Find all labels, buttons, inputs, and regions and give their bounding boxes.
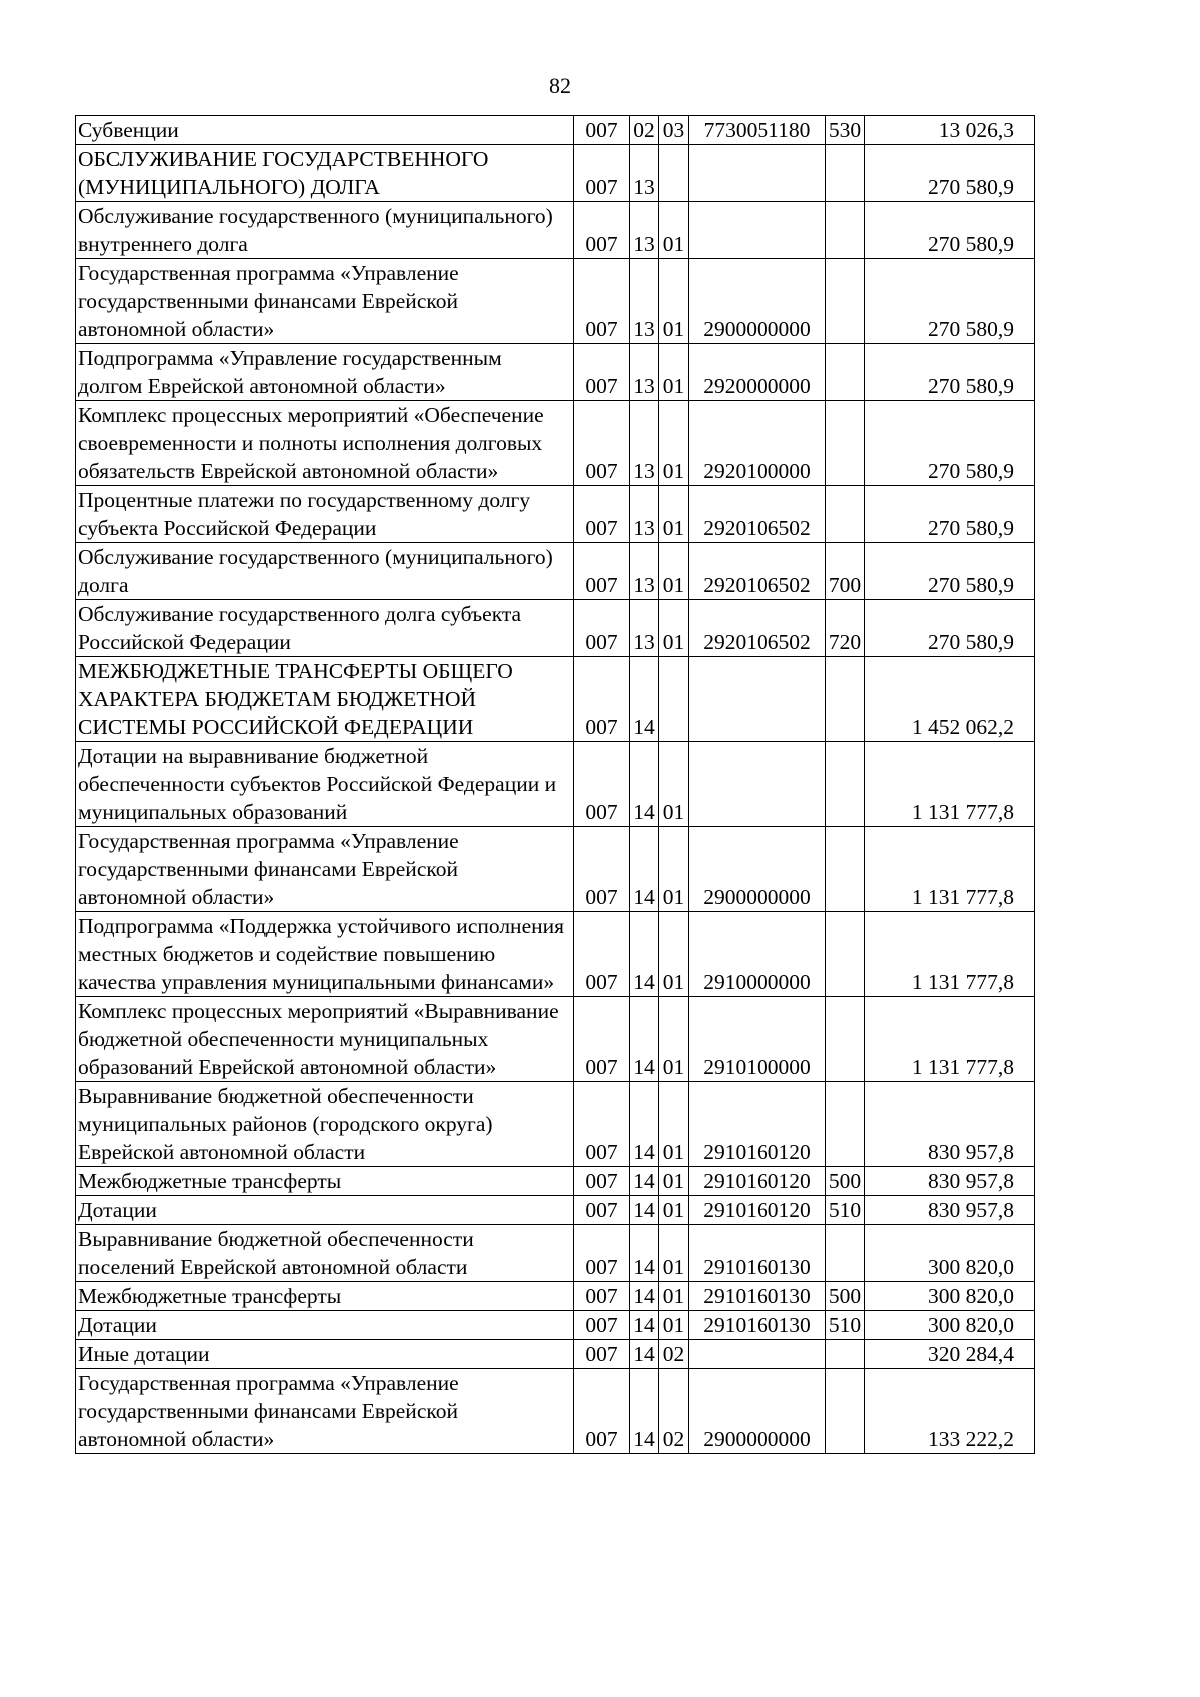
target-article-code: 2900000000 — [689, 827, 826, 912]
admin-code: 007 — [574, 1282, 630, 1311]
table-row — [76, 486, 1035, 543]
amount: 300 820,0 — [865, 1311, 1035, 1340]
admin-code: 007 — [574, 827, 630, 912]
row-name: Дотации — [76, 1311, 574, 1340]
expense-type-code: 510 — [826, 1311, 865, 1340]
target-article-code: 2920100000 — [689, 401, 826, 486]
section-code: 14 — [630, 1282, 659, 1311]
subsection-code: 01 — [659, 1282, 689, 1311]
section-code: 14 — [630, 657, 659, 742]
target-article-code: 2900000000 — [689, 1369, 826, 1454]
admin-code: 007 — [574, 997, 630, 1082]
subsection-code: 02 — [659, 1340, 689, 1369]
target-article-code: 2920000000 — [689, 344, 826, 401]
expense-type-code — [826, 1340, 865, 1369]
admin-code: 007 — [574, 1196, 630, 1225]
row-name: Межбюджетные трансферты — [76, 1167, 574, 1196]
row-name: Подпрограмма «Поддержка устойчивого исполнения местных бюджетов и содействие повышению качества управления муниципальными финансами» — [76, 912, 574, 997]
table-row — [76, 1167, 1035, 1196]
expense-type-code — [826, 657, 865, 742]
page-number: 82 — [549, 73, 571, 98]
amount: 133 222,2 — [865, 1369, 1035, 1454]
subsection-code: 01 — [659, 827, 689, 912]
budget-table-body — [76, 116, 1035, 1454]
section-code: 14 — [630, 1196, 659, 1225]
target-article-code: 2920106502 — [689, 486, 826, 543]
admin-code: 007 — [574, 1167, 630, 1196]
amount: 270 580,9 — [865, 344, 1035, 401]
section-code: 13 — [630, 344, 659, 401]
table-row — [76, 202, 1035, 259]
row-name: Обслуживание государственного (муниципального) долга — [76, 543, 574, 600]
table-row — [76, 657, 1035, 742]
target-article-code: 2910000000 — [689, 912, 826, 997]
expense-type-code — [826, 827, 865, 912]
target-article-code: 2910100000 — [689, 997, 826, 1082]
budget-table — [75, 115, 1035, 1454]
expense-type-code — [826, 486, 865, 543]
target-article-code — [689, 145, 826, 202]
amount: 1 131 777,8 — [865, 742, 1035, 827]
expense-type-code — [826, 997, 865, 1082]
admin-code: 007 — [574, 1082, 630, 1167]
section-code: 14 — [630, 997, 659, 1082]
amount: 830 957,8 — [865, 1196, 1035, 1225]
target-article-code: 2910160130 — [689, 1311, 826, 1340]
table-row — [76, 742, 1035, 827]
target-article-code: 2910160130 — [689, 1282, 826, 1311]
expense-type-code: 720 — [826, 600, 865, 657]
expense-type-code — [826, 742, 865, 827]
section-code: 14 — [630, 827, 659, 912]
amount: 830 957,8 — [865, 1167, 1035, 1196]
table-row — [76, 344, 1035, 401]
table-row — [76, 401, 1035, 486]
table-row — [76, 1340, 1035, 1369]
section-code: 14 — [630, 1340, 659, 1369]
table-row — [76, 145, 1035, 202]
admin-code: 007 — [574, 1311, 630, 1340]
section-code: 14 — [630, 742, 659, 827]
target-article-code: 2920106502 — [689, 543, 826, 600]
amount: 830 957,8 — [865, 1082, 1035, 1167]
subsection-code: 02 — [659, 1369, 689, 1454]
admin-code: 007 — [574, 600, 630, 657]
admin-code: 007 — [574, 344, 630, 401]
row-name: Государственная программа «Управление государственными финансами Еврейской автономной области» — [76, 1369, 574, 1454]
section-code: 13 — [630, 543, 659, 600]
admin-code: 007 — [574, 202, 630, 259]
target-article-code: 2900000000 — [689, 259, 826, 344]
table-row — [76, 600, 1035, 657]
row-name: Субвенции — [76, 116, 574, 145]
row-name: Процентные платежи по государственному долгу субъекта Российской Федерации — [76, 486, 574, 543]
expense-type-code — [826, 259, 865, 344]
subsection-code: 01 — [659, 486, 689, 543]
admin-code: 007 — [574, 657, 630, 742]
admin-code: 007 — [574, 401, 630, 486]
row-name: Государственная программа «Управление государственными финансами Еврейской автономной области» — [76, 259, 574, 344]
expense-type-code — [826, 202, 865, 259]
expense-type-code — [826, 1369, 865, 1454]
expense-type-code — [826, 145, 865, 202]
section-code: 13 — [630, 259, 659, 344]
table-row — [76, 1282, 1035, 1311]
target-article-code: 2910160120 — [689, 1167, 826, 1196]
amount: 270 580,9 — [865, 202, 1035, 259]
row-name: ОБСЛУЖИВАНИЕ ГОСУДАРСТВЕННОГО (МУНИЦИПАЛЬНОГО) ДОЛГА — [76, 145, 574, 202]
expense-type-code: 500 — [826, 1167, 865, 1196]
target-article-code — [689, 657, 826, 742]
amount: 320 284,4 — [865, 1340, 1035, 1369]
subsection-code: 01 — [659, 912, 689, 997]
section-code: 14 — [630, 1369, 659, 1454]
row-name: Выравнивание бюджетной обеспеченности поселений Еврейской автономной области — [76, 1225, 574, 1282]
target-article-code: 7730051180 — [689, 116, 826, 145]
row-name: Комплекс процессных мероприятий «Выравнивание бюджетной обеспеченности муниципальных образований Еврейской автономной области» — [76, 997, 574, 1082]
subsection-code: 01 — [659, 202, 689, 259]
section-code: 13 — [630, 202, 659, 259]
amount: 300 820,0 — [865, 1225, 1035, 1282]
amount: 1 131 777,8 — [865, 912, 1035, 997]
subsection-code: 01 — [659, 600, 689, 657]
amount: 1 452 062,2 — [865, 657, 1035, 742]
row-name: Обслуживание государственного долга субъекта Российской Федерации — [76, 600, 574, 657]
row-name: МЕЖБЮДЖЕТНЫЕ ТРАНСФЕРТЫ ОБЩЕГО ХАРАКТЕРА БЮДЖЕТАМ БЮДЖЕТНОЙ СИСТЕМЫ РОССИЙСКОЙ ФЕДЕРАЦИИ — [76, 657, 574, 742]
admin-code: 007 — [574, 1340, 630, 1369]
row-name: Межбюджетные трансферты — [76, 1282, 574, 1311]
section-code: 14 — [630, 1225, 659, 1282]
amount: 270 580,9 — [865, 259, 1035, 344]
amount: 270 580,9 — [865, 401, 1035, 486]
row-name: Комплекс процессных мероприятий «Обеспечение своевременности и полноты исполнения долговых обязательств Еврейской автономной области» — [76, 401, 574, 486]
table-row — [76, 1369, 1035, 1454]
section-code: 14 — [630, 1167, 659, 1196]
amount: 1 131 777,8 — [865, 827, 1035, 912]
row-name: Дотации на выравнивание бюджетной обеспеченности субъектов Российской Федерации и муниципальных образований — [76, 742, 574, 827]
admin-code: 007 — [574, 486, 630, 543]
subsection-code — [659, 657, 689, 742]
target-article-code — [689, 742, 826, 827]
row-name: Обслуживание государственного (муниципального) внутреннего долга — [76, 202, 574, 259]
expense-type-code: 510 — [826, 1196, 865, 1225]
amount: 300 820,0 — [865, 1282, 1035, 1311]
section-code: 14 — [630, 912, 659, 997]
table-row — [76, 543, 1035, 600]
table-row — [76, 1082, 1035, 1167]
expense-type-code — [826, 344, 865, 401]
table-row — [76, 827, 1035, 912]
subsection-code: 03 — [659, 116, 689, 145]
section-code: 14 — [630, 1311, 659, 1340]
subsection-code: 01 — [659, 259, 689, 344]
admin-code: 007 — [574, 259, 630, 344]
subsection-code: 01 — [659, 1311, 689, 1340]
table-row — [76, 1225, 1035, 1282]
section-code: 13 — [630, 401, 659, 486]
target-article-code — [689, 1340, 826, 1369]
amount: 1 131 777,8 — [865, 997, 1035, 1082]
table-row — [76, 997, 1035, 1082]
admin-code: 007 — [574, 1369, 630, 1454]
subsection-code: 01 — [659, 742, 689, 827]
expense-type-code: 500 — [826, 1282, 865, 1311]
table-row — [76, 116, 1035, 145]
expense-type-code — [826, 912, 865, 997]
table-row — [76, 1196, 1035, 1225]
row-name: Государственная программа «Управление государственными финансами Еврейской автономной области» — [76, 827, 574, 912]
amount: 13 026,3 — [865, 116, 1035, 145]
expense-type-code: 700 — [826, 543, 865, 600]
amount: 270 580,9 — [865, 600, 1035, 657]
expense-type-code — [826, 1225, 865, 1282]
section-code: 14 — [630, 1082, 659, 1167]
expense-type-code — [826, 401, 865, 486]
admin-code: 007 — [574, 145, 630, 202]
target-article-code: 2910160130 — [689, 1225, 826, 1282]
admin-code: 007 — [574, 116, 630, 145]
row-name: Выравнивание бюджетной обеспеченности муниципальных районов (городского округа) Еврейской автономной области — [76, 1082, 574, 1167]
section-code: 13 — [630, 145, 659, 202]
table-row — [76, 1311, 1035, 1340]
subsection-code: 01 — [659, 1225, 689, 1282]
admin-code: 007 — [574, 543, 630, 600]
amount: 270 580,9 — [865, 486, 1035, 543]
admin-code: 007 — [574, 912, 630, 997]
amount: 270 580,9 — [865, 543, 1035, 600]
section-code: 13 — [630, 486, 659, 543]
table-row — [76, 912, 1035, 997]
subsection-code: 01 — [659, 1196, 689, 1225]
row-name: Дотации — [76, 1196, 574, 1225]
subsection-code: 01 — [659, 344, 689, 401]
subsection-code: 01 — [659, 997, 689, 1082]
table-row — [76, 259, 1035, 344]
subsection-code — [659, 145, 689, 202]
subsection-code: 01 — [659, 401, 689, 486]
row-name: Подпрограмма «Управление государственным долгом Еврейской автономной области» — [76, 344, 574, 401]
target-article-code: 2920106502 — [689, 600, 826, 657]
target-article-code: 2910160120 — [689, 1082, 826, 1167]
section-code: 13 — [630, 600, 659, 657]
row-name: Иные дотации — [76, 1340, 574, 1369]
expense-type-code: 530 — [826, 116, 865, 145]
admin-code: 007 — [574, 1225, 630, 1282]
amount: 270 580,9 — [865, 145, 1035, 202]
section-code: 02 — [630, 116, 659, 145]
expense-type-code — [826, 1082, 865, 1167]
admin-code: 007 — [574, 742, 630, 827]
subsection-code: 01 — [659, 543, 689, 600]
subsection-code: 01 — [659, 1167, 689, 1196]
target-article-code: 2910160120 — [689, 1196, 826, 1225]
target-article-code — [689, 202, 826, 259]
subsection-code: 01 — [659, 1082, 689, 1167]
